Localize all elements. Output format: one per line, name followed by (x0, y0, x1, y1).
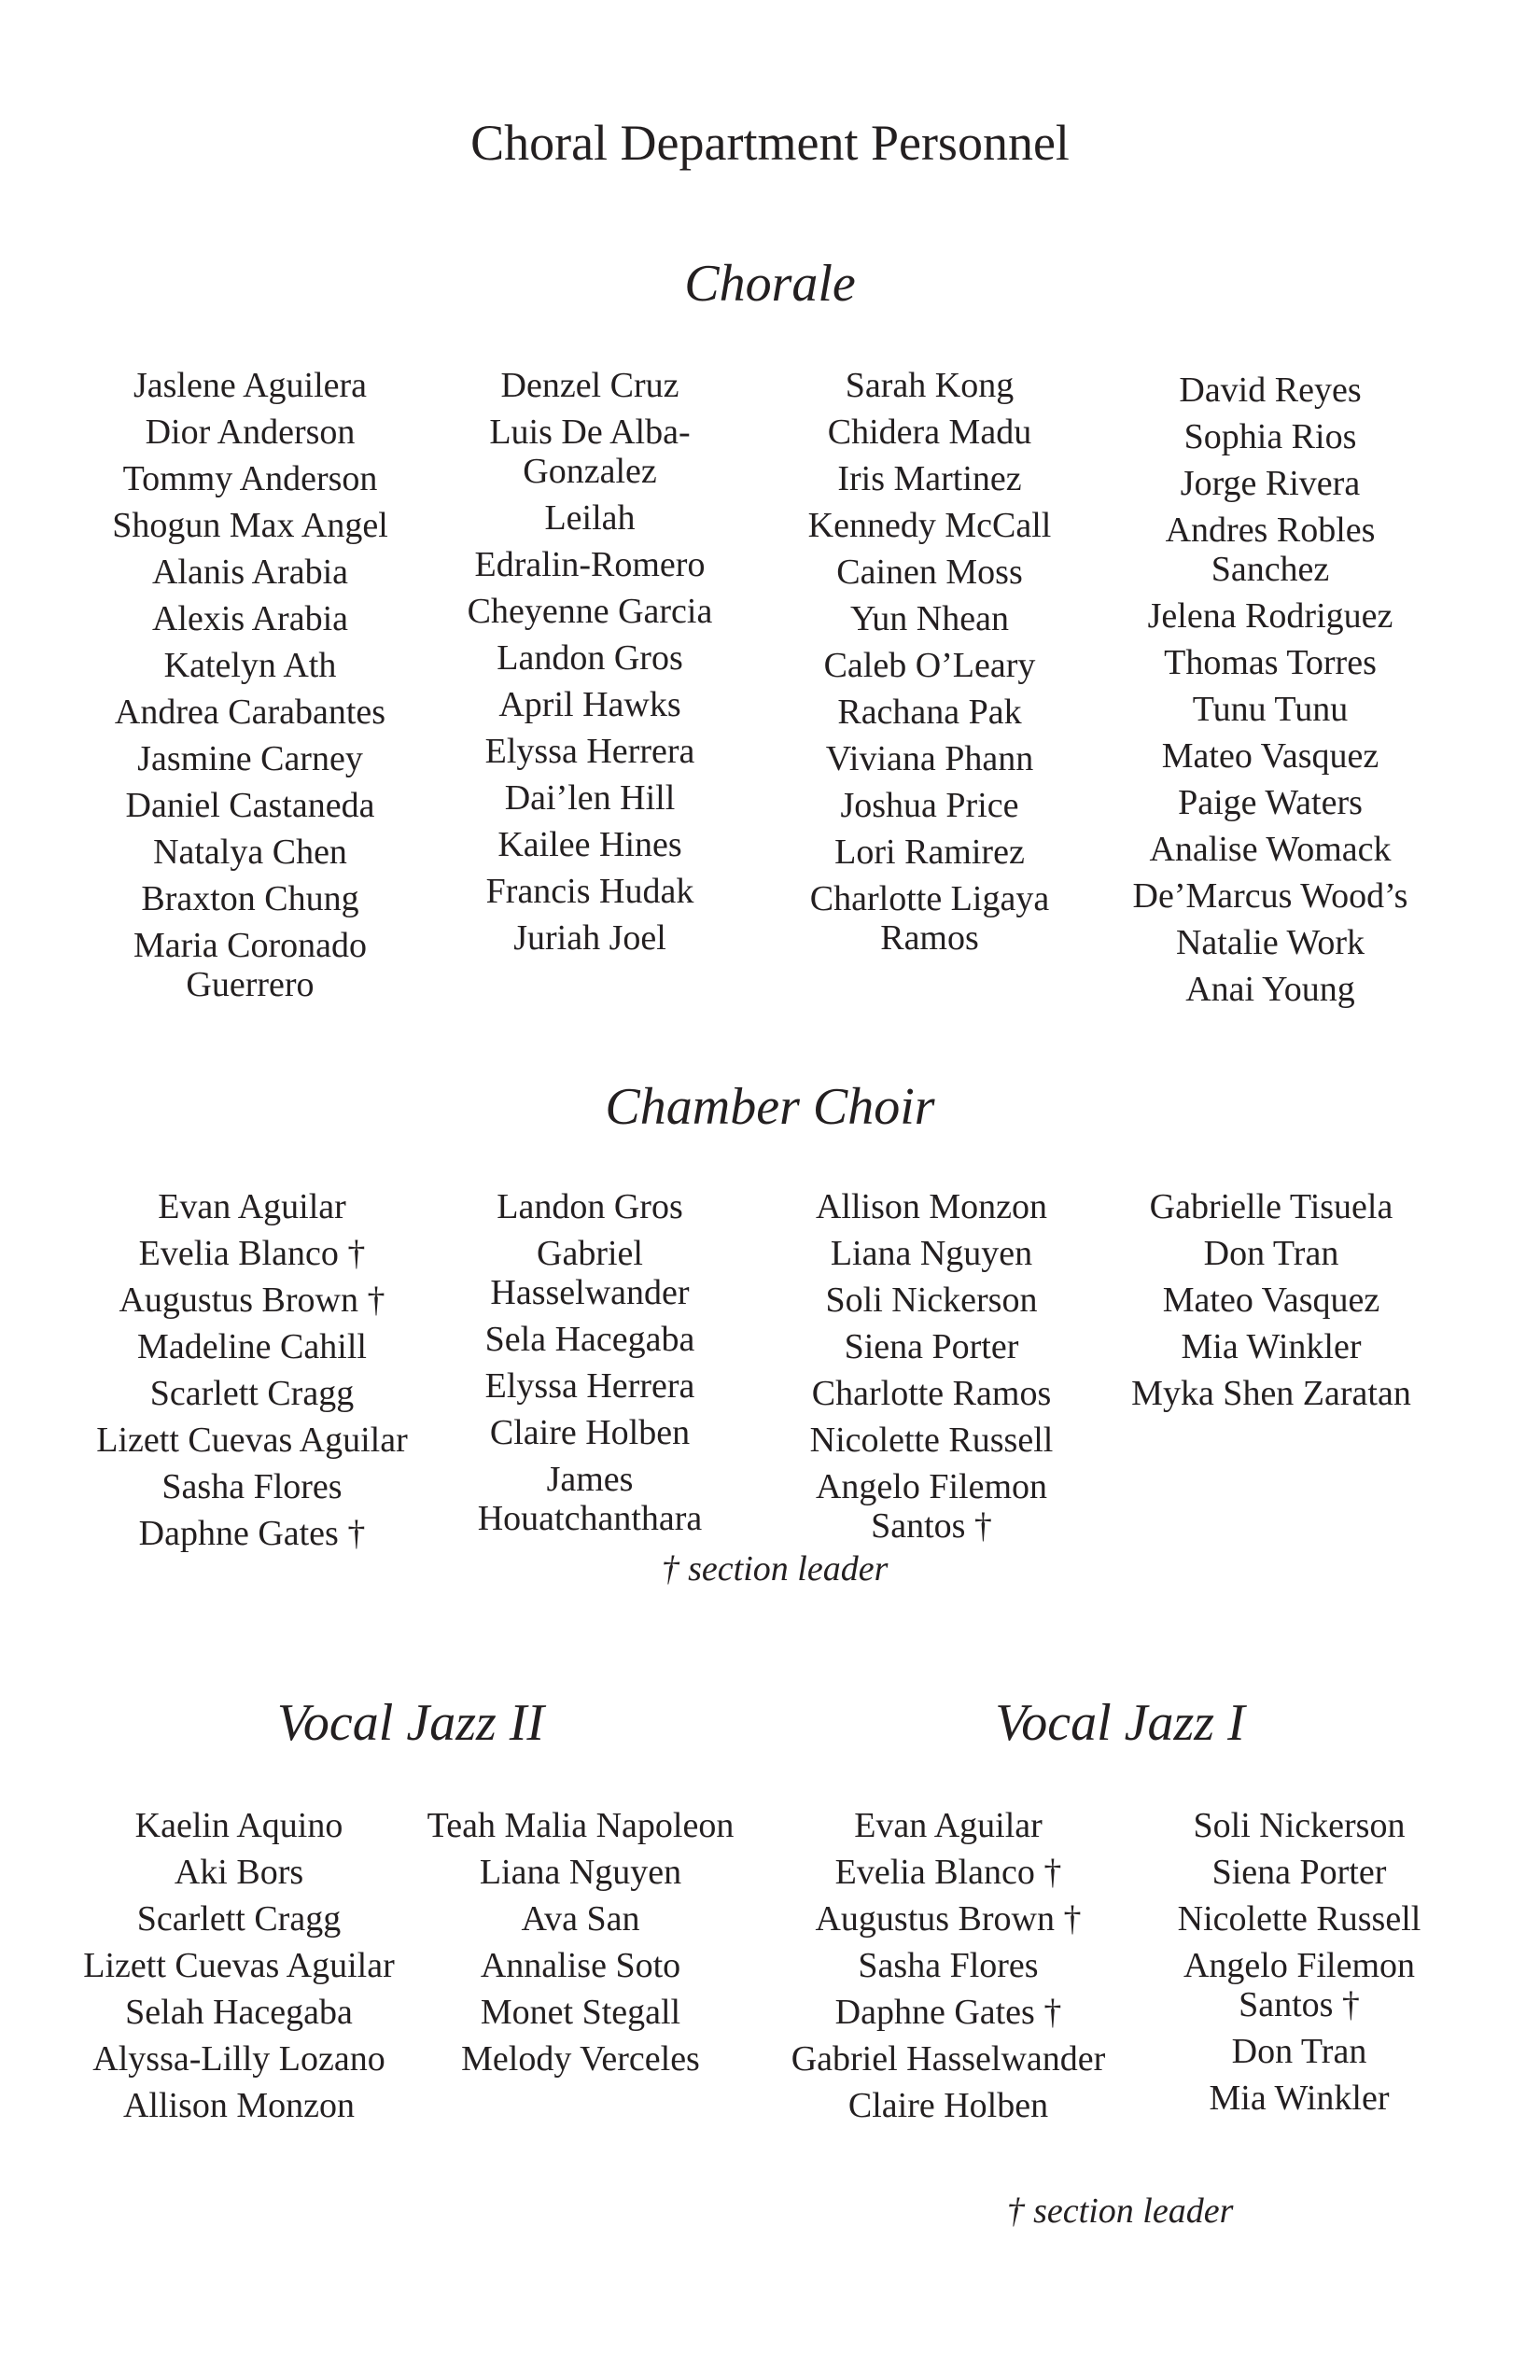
member-name: Allison Monzon (815, 1187, 1048, 1226)
member-name: Luis De Alba-Gonzalez (489, 413, 691, 491)
member-name: Daniel Castaneda (125, 786, 375, 825)
member-name: Alyssa-Lilly Lozano (92, 2039, 385, 2079)
member-name: Gabrielle Tisuela (1149, 1187, 1393, 1226)
member-name: Cheyenne Garcia (467, 592, 713, 631)
member-name: Kaelin Aquino (134, 1806, 343, 1845)
member-name: Annalise Soto (480, 1946, 681, 1985)
member-name: Daphne Gates † (834, 1993, 1062, 2032)
member-name: Sophia Rios (1183, 417, 1357, 456)
member-name: Natalie Work (1175, 923, 1365, 962)
member-name: Mateo Vasquez (1162, 1281, 1380, 1320)
member-name: Paige Waters (1178, 783, 1363, 822)
member-name: Melody Verceles (461, 2039, 700, 2079)
member-name: Denzel Cruz (500, 366, 679, 405)
member-name: Alanis Arabia (151, 553, 348, 592)
member-name: James Houatchanthara (477, 1460, 703, 1538)
member-name: Evan Aguilar (854, 1806, 1043, 1845)
member-name: Leilah (544, 498, 636, 538)
member-name: Mia Winkler (1181, 1327, 1362, 1366)
member-name: Liana Nguyen (830, 1234, 1033, 1273)
member-name: Ava San (521, 1899, 640, 1939)
member-name: Nicolette Russell (809, 1421, 1054, 1460)
member-name: Mateo Vasquez (1161, 736, 1379, 776)
member-name: Alexis Arabia (151, 599, 348, 638)
vocal-jazz-ii-column-2 (403, 1806, 758, 2086)
member-name: Soli Nickerson (825, 1281, 1038, 1320)
member-name: Braxton Chung (141, 879, 359, 918)
member-name: Siena Porter (844, 1327, 1019, 1366)
member-name: Edralin-Romero (474, 545, 706, 584)
member-name: Sasha Flores (161, 1467, 343, 1506)
member-name: Elyssa Herrera (484, 732, 695, 771)
member-name: Jorge Rivera (1180, 464, 1361, 503)
member-name: Kennedy McCall (807, 506, 1052, 545)
member-name: Angelo Filemon Santos † (815, 1467, 1048, 1546)
vocal-jazz-ii-heading: Vocal Jazz II (276, 1694, 545, 1752)
member-name: Andres Robles Sanchez (1165, 511, 1376, 589)
member-name: Thomas Torres (1164, 643, 1377, 682)
member-name: Natalya Chen (153, 833, 347, 872)
member-name: Jelena Rodriguez (1147, 596, 1393, 636)
member-name: Soli Nickerson (1193, 1806, 1406, 1845)
chamber-choir-column-2 (450, 1187, 730, 1546)
member-name: Liana Nguyen (479, 1853, 682, 1892)
chamber-choir-column-3 (791, 1187, 1071, 1553)
member-name: Lizett Cuevas Aguilar (83, 1946, 395, 1985)
member-name: Francis Hudak (485, 872, 694, 911)
member-name: Katelyn Ath (163, 646, 337, 685)
member-name: Andrea Carabantes (114, 693, 386, 732)
member-name: Landon Gros (497, 638, 683, 678)
member-name: Caleb O’Leary (823, 646, 1036, 685)
vocal-jazz-i-column-2 (1150, 1806, 1449, 2125)
member-name: De’Marcus Wood’s (1132, 876, 1408, 916)
member-name: Evelia Blanco † (834, 1853, 1062, 1892)
chamber-choir-column-4 (1113, 1187, 1430, 1421)
member-name: Tommy Anderson (122, 459, 378, 498)
member-name: David Reyes (1179, 371, 1362, 410)
member-name: Nicolette Russell (1177, 1899, 1421, 1939)
member-name: Lori Ramirez (834, 833, 1025, 872)
member-name: Madeline Cahill (137, 1327, 367, 1366)
member-name: Landon Gros (497, 1187, 683, 1226)
vocal-jazz-i-section-leader-note: † section leader (1006, 2191, 1234, 2231)
member-name: Tunu Tunu (1192, 690, 1349, 729)
member-name: Monet Stegall (480, 1993, 681, 2032)
member-name: Yun Nhean (850, 599, 1009, 638)
member-name: Sarah Kong (845, 366, 1015, 405)
member-name: Claire Holben (847, 2086, 1049, 2125)
member-name: Charlotte Ligaya Ramos (809, 879, 1050, 958)
vocal-jazz-i-heading: Vocal Jazz I (995, 1694, 1245, 1752)
member-name: Elyssa Herrera (484, 1366, 695, 1406)
member-name: Don Tran (1231, 2032, 1367, 2071)
chamber-choir-heading: Chamber Choir (605, 1078, 935, 1136)
member-name: Dior Anderson (145, 413, 356, 452)
member-name: Augustus Brown † (815, 1899, 1082, 1939)
chorale-column-2 (441, 366, 739, 965)
member-name: Lizett Cuevas Aguilar (96, 1421, 408, 1460)
member-name: Analise Womack (1149, 830, 1392, 869)
member-name: Jaslene Aguilera (133, 366, 368, 405)
member-name: Kailee Hines (497, 825, 682, 864)
chorale-column-3 (780, 366, 1079, 965)
member-name: Scarlett Cragg (136, 1899, 342, 1939)
member-name: Evan Aguilar (158, 1187, 346, 1226)
member-name: Daphne Gates † (138, 1514, 366, 1553)
member-name: Viviana Phann (825, 739, 1034, 778)
chamber-choir-column-1 (75, 1187, 429, 1561)
member-name: Aki Bors (174, 1853, 304, 1892)
member-name: Cainen Moss (836, 553, 1023, 592)
member-name: Don Tran (1203, 1234, 1339, 1273)
member-name: Juriah Joel (513, 918, 666, 958)
member-name: Chidera Madu (827, 413, 1032, 452)
member-name: Rachana Pak (837, 693, 1022, 732)
member-name: Maria Coronado Guerrero (133, 926, 368, 1004)
vocal-jazz-ii-column-1 (62, 1806, 416, 2133)
member-name: Angelo Filemon Santos † (1183, 1946, 1416, 2024)
member-name: Claire Holben (489, 1413, 691, 1452)
member-name: Myka Shen Zaratan (1131, 1374, 1411, 1413)
member-name: Allison Monzon (122, 2086, 356, 2125)
member-name: Augustus Brown † (119, 1281, 385, 1320)
vocal-jazz-i-column-1 (790, 1806, 1107, 2133)
page-title: Choral Department Personnel (470, 115, 1070, 171)
member-name: Teah Malia Napoleon (427, 1806, 735, 1845)
chorale-column-4 (1116, 371, 1424, 1016)
member-name: Gabriel Hasselwander (490, 1234, 690, 1312)
member-name: Evelia Blanco † (138, 1234, 366, 1273)
member-name: Selah Hacegaba (125, 1993, 353, 2032)
chamber-choir-section-leader-note: † section leader (661, 1549, 889, 1589)
member-name: April Hawks (498, 685, 681, 724)
member-name: Jasmine Carney (137, 739, 363, 778)
member-name: Siena Porter (1211, 1853, 1387, 1892)
member-name: Sela Hacegaba (484, 1320, 695, 1359)
member-name: Charlotte Ramos (811, 1374, 1052, 1413)
member-name: Dai’len Hill (504, 778, 676, 818)
chorale-heading: Chorale (684, 255, 856, 313)
member-name: Iris Martinez (837, 459, 1022, 498)
member-name: Anai Young (1185, 970, 1355, 1009)
member-name: Scarlett Cragg (149, 1374, 355, 1413)
member-name: Mia Winkler (1209, 2079, 1390, 2118)
member-name: Shogun Max Angel (112, 506, 388, 545)
member-name: Sasha Flores (858, 1946, 1039, 1985)
member-name: Joshua Price (840, 786, 1019, 825)
chorale-column-1 (82, 366, 418, 1012)
member-name: Gabriel Hasselwander (791, 2039, 1106, 2079)
